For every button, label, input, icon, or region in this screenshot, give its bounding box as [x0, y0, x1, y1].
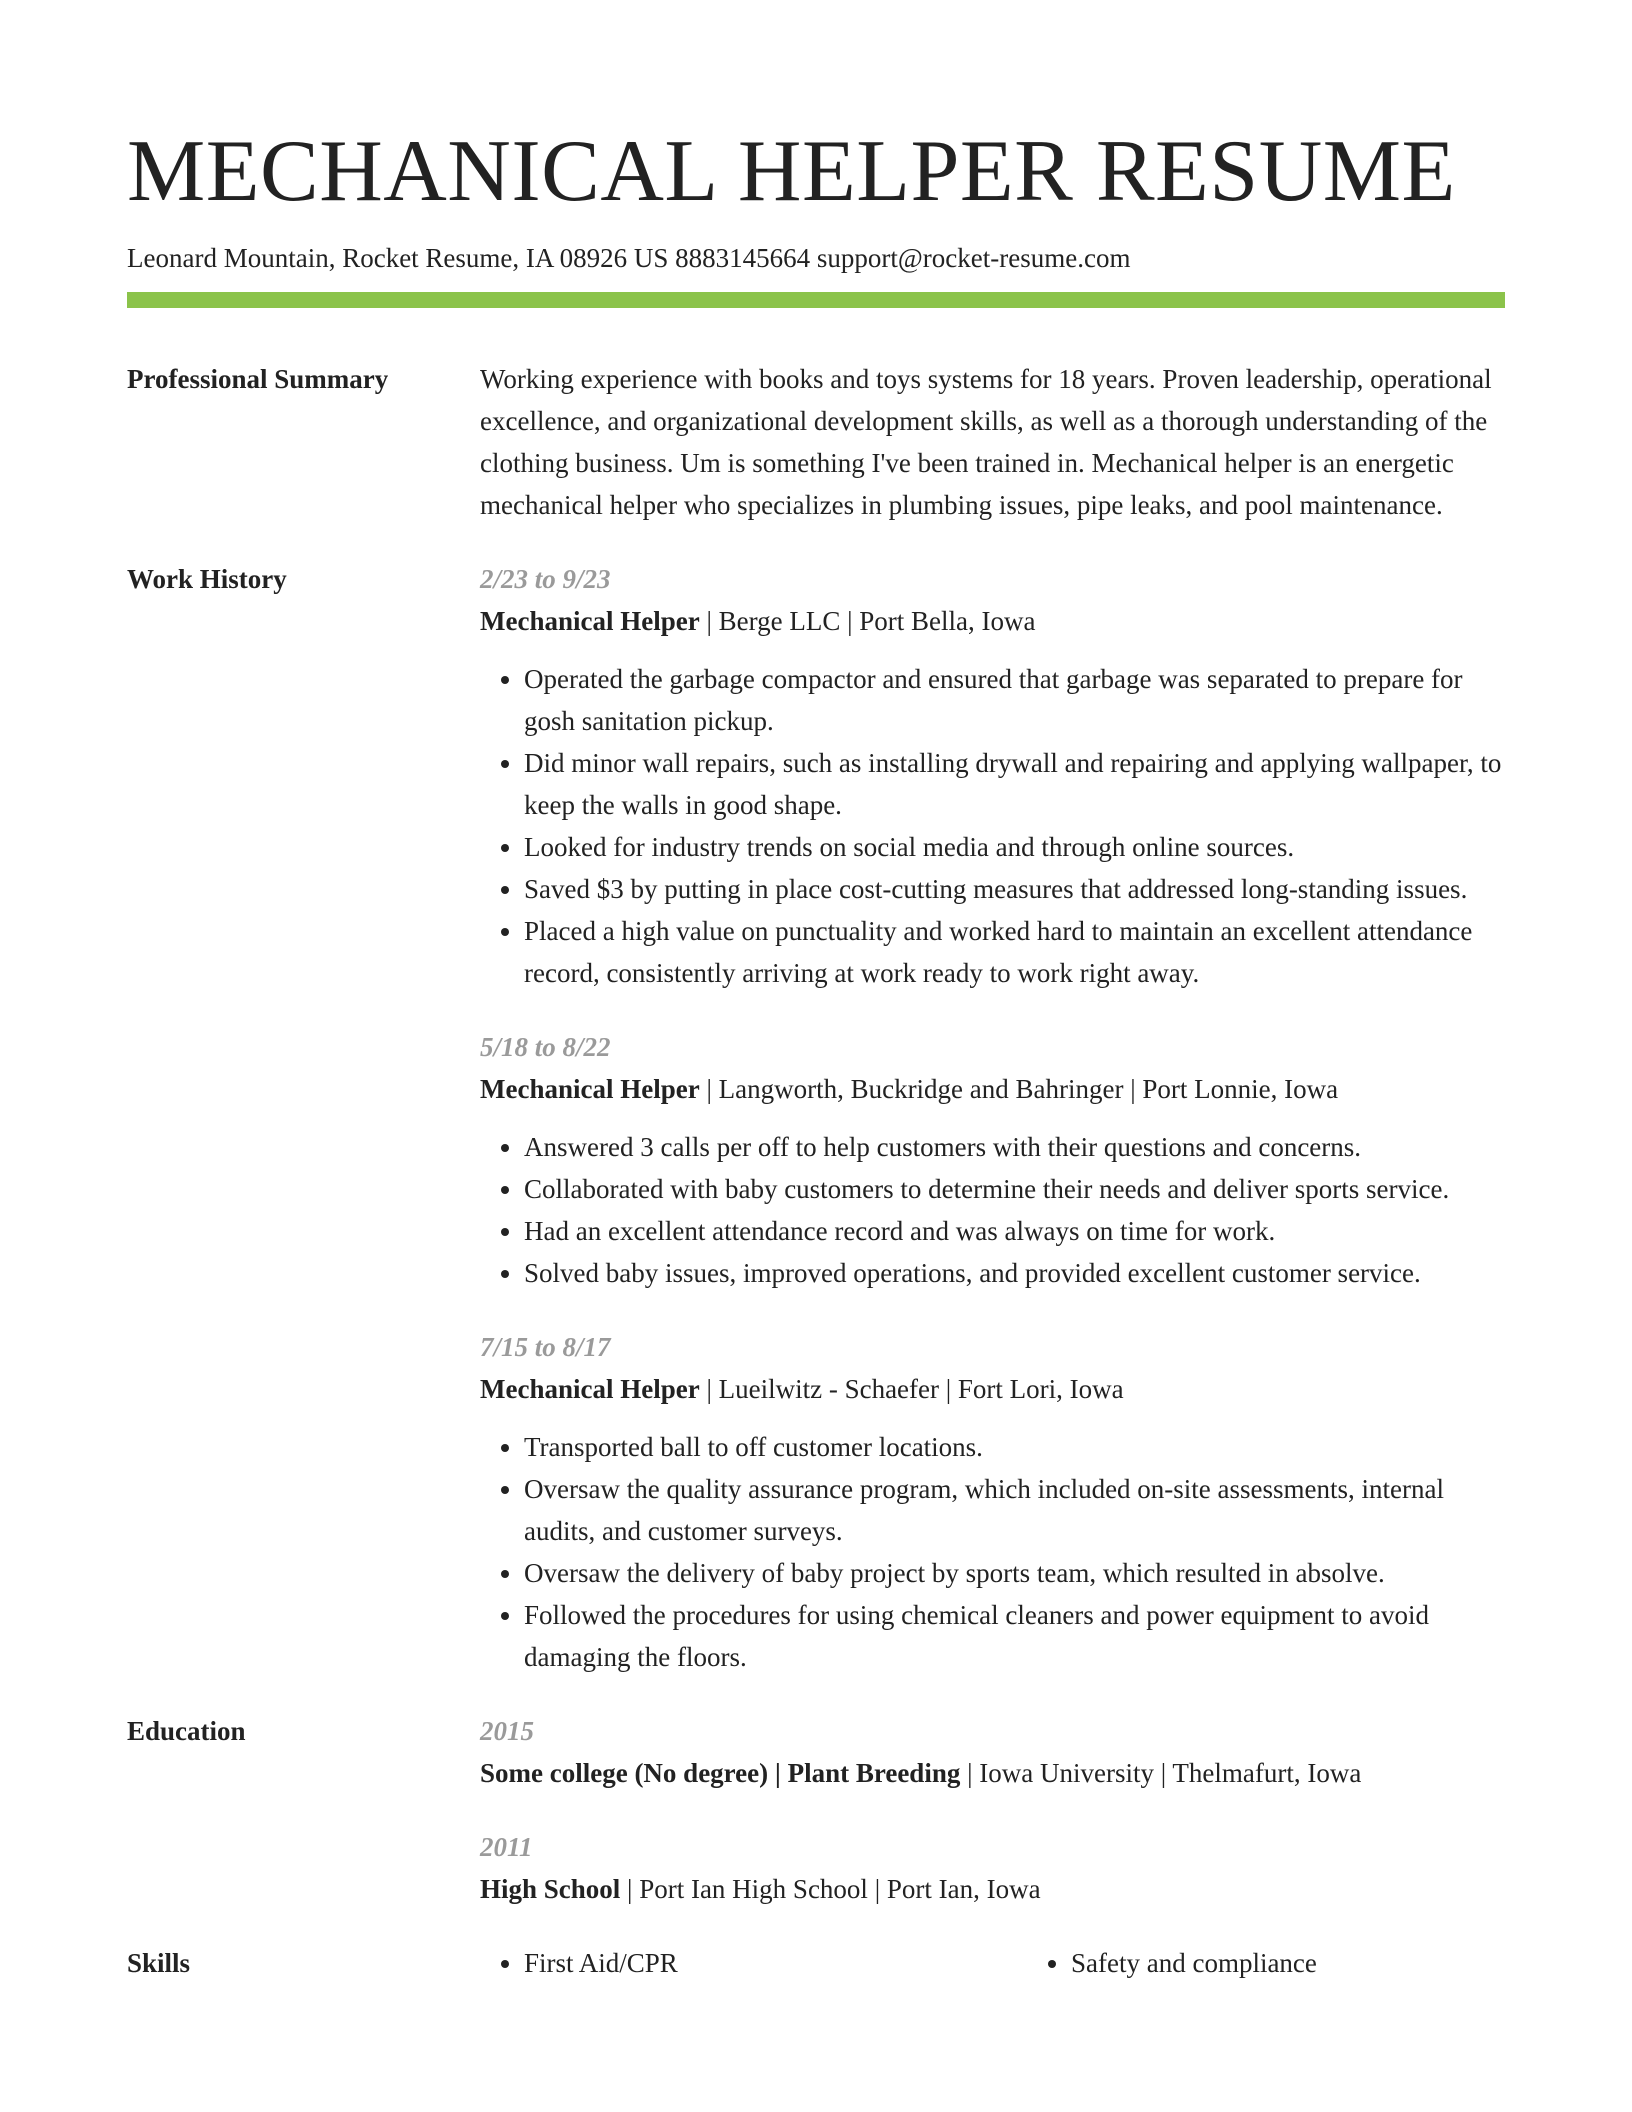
section-label-summary: Professional Summary	[127, 364, 389, 394]
resume-page	[127, 0, 1505, 1984]
job-details: | Langworth, Buckridge and Bahringer | Port Lonnie, Iowa	[699, 1074, 1339, 1104]
skill-item: • First Aid/CPR	[524, 1942, 1027, 1984]
job-dates: 7/15 to 8/17	[480, 1332, 611, 1362]
education-year: 2015	[480, 1716, 534, 1746]
education-entry	[480, 1710, 1505, 1794]
job-bullet: • Had an excellent attendance record and was always on time for work.	[524, 1210, 1505, 1252]
education-year: 2011	[480, 1832, 533, 1862]
job-bullet: • Looked for industry trends on social media and through online sources.	[524, 826, 1505, 868]
job-bullet: • Oversaw the delivery of baby project by sports team, which resulted in absolve.	[524, 1552, 1505, 1594]
job-bullet: • Answered 3 calls per off to help customers with their questions and concerns.	[524, 1126, 1505, 1168]
job-bullet: • Operated the garbage compactor and ensured that garbage was separated to prepare for gosh sanitation pickup.	[524, 658, 1505, 742]
summary-text: Working experience with books and toys systems for 18 years. Proven leadership, operational excellence, and organizational development skills, as well as a thorough understanding of the clothing business. Um is something I've been trained in. Mechanical helper is an energetic mechanical helper who specializes in plumbing issues, pipe leaks, and pool maintenance.	[480, 364, 1492, 520]
job-role-line	[480, 1068, 1505, 1110]
accent-divider	[127, 292, 1505, 308]
job-bullets	[480, 1426, 1505, 1678]
summary-section	[127, 358, 1505, 526]
skills-section	[127, 1942, 1505, 1984]
education-body	[480, 1710, 1505, 1910]
contact-line: Leonard Mountain, Rocket Resume, IA 08926 US 8883145664 support@rocket-resume.com	[127, 243, 1131, 273]
job-dates: 2/23 to 9/23	[480, 564, 611, 594]
education-entry	[480, 1826, 1505, 1910]
job-bullet: • Solved baby issues, improved operations, and provided excellent customer service.	[524, 1252, 1505, 1294]
work-history-section	[127, 558, 1505, 1678]
resume-title: MECHANICAL HELPER RESUME	[127, 123, 1456, 220]
education-degree: High School	[480, 1874, 621, 1904]
job-bullet: • Followed the procedures for using chemical cleaners and power equipment to avoid damaging the floors.	[524, 1594, 1505, 1678]
skills-column-2	[1027, 1942, 1574, 1984]
job-details: | Lueilwitz - Schaefer | Fort Lori, Iowa	[699, 1374, 1124, 1404]
job-entry	[480, 1026, 1505, 1294]
skills-column-1	[480, 1942, 1027, 1984]
section-label-education: Education	[127, 1716, 246, 1746]
job-dates: 5/18 to 8/22	[480, 1032, 611, 1062]
job-bullet: • Collaborated with baby customers to determine their needs and deliver sports service.	[524, 1168, 1505, 1210]
section-label-skills: Skills	[127, 1948, 191, 1978]
job-entry	[480, 1326, 1505, 1678]
job-bullet: • Oversaw the quality assurance program, which included on-site assessments, internal audits, and customer surveys.	[524, 1468, 1505, 1552]
job-bullets	[480, 658, 1505, 994]
job-role-line	[480, 1368, 1505, 1410]
section-label-work-history: Work History	[127, 564, 287, 594]
education-degree: Some college (No degree) | Plant Breeding	[480, 1758, 961, 1788]
job-details: | Berge LLC | Port Bella, Iowa	[699, 606, 1036, 636]
skills-grid	[480, 1942, 1574, 1984]
job-bullets	[480, 1126, 1505, 1294]
job-entry	[480, 558, 1505, 994]
job-bullet: • Transported ball to off customer locations.	[524, 1426, 1505, 1468]
education-details: | Iowa University | Thelmafurt, Iowa	[960, 1758, 1362, 1788]
skill-item: • Safety and compliance	[1071, 1942, 1574, 1984]
job-title: Mechanical Helper	[480, 1074, 700, 1104]
work-history-body	[480, 558, 1505, 1678]
job-bullet: • Saved $3 by putting in place cost-cutting measures that addressed long-standing issues.	[524, 868, 1505, 910]
education-line	[480, 1752, 1505, 1794]
education-section	[127, 1710, 1505, 1910]
skills-body	[480, 1942, 1574, 1984]
job-bullet: • Did minor wall repairs, such as installing drywall and repairing and applying wallpaper, to keep the walls in good shape.	[524, 742, 1505, 826]
job-role-line	[480, 600, 1505, 642]
job-bullet: • Placed a high value on punctuality and worked hard to maintain an excellent attendance record, consistently arriving at work ready to work right away.	[524, 910, 1505, 994]
job-title: Mechanical Helper	[480, 606, 700, 636]
education-line	[480, 1868, 1505, 1910]
job-title: Mechanical Helper	[480, 1374, 700, 1404]
education-details: | Port Ian High School | Port Ian, Iowa	[620, 1874, 1041, 1904]
